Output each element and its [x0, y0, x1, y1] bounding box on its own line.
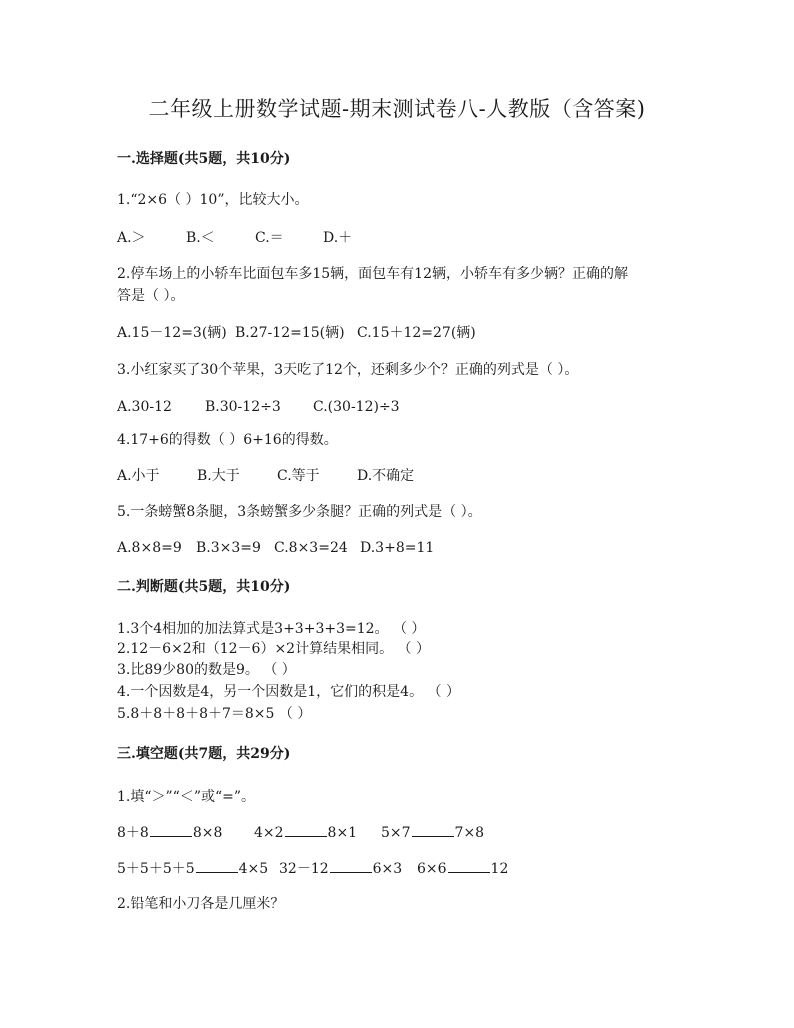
comparison-left: 6×6	[417, 861, 447, 877]
option-c: C.15＋12=27(辆)	[357, 325, 476, 341]
question-text: 2.停车场上的小轿车比面包车多15辆，面包车有12辆，小轿车有多少辆？正确的解	[117, 266, 628, 282]
judgement-item: 3.比89少80的数是9。 （ ）	[117, 662, 296, 678]
question-text: 1.填“＞”“＜”或“=”。	[117, 789, 256, 805]
comparison-item	[417, 860, 508, 878]
question-text: 5.一条螃蟹8条腿，3条螃蟹多少条腿？正确的列式是（ ）。	[117, 504, 482, 520]
comparison-item	[254, 824, 357, 842]
option-c: C.8×3=24	[274, 540, 348, 556]
judgement-item: 2.12－6×2和（12－6）×2计算结果相同。 （ ）	[117, 641, 430, 657]
option-a: A.30-12	[117, 399, 172, 415]
option-b: B.大于	[197, 468, 240, 484]
question-text: 1.“2×6（ ）10”，比较大小。	[117, 192, 309, 208]
option-c: C.(30-12)÷3	[313, 399, 400, 415]
comparison-right: 6×3	[372, 861, 403, 877]
comparison-left: 8＋8	[117, 825, 149, 841]
answer-blank[interactable]	[330, 860, 372, 873]
option-d: D.不确定	[357, 468, 415, 484]
answer-blank[interactable]	[412, 824, 454, 837]
comparison-right: 8×1	[327, 825, 358, 841]
comparison-item	[381, 824, 484, 842]
comparison-item	[279, 860, 402, 878]
comparison-right: 7×8	[454, 825, 485, 841]
comparison-left: 5×7	[381, 825, 411, 841]
comparison-item	[117, 860, 268, 878]
comparison-right: 8×8	[192, 825, 223, 841]
section-heading-fill-in: 三.填空题(共7题，共29分)	[117, 746, 291, 762]
section-heading-choice: 一.选择题(共5题，共10分)	[117, 151, 291, 167]
comparison-left: 4×2	[254, 825, 284, 841]
question-text: 2.铅笔和小刀各是几厘米？	[117, 896, 285, 912]
judgement-item: 1.3个4相加的加法算式是3+3+3+3=12。 （ ）	[117, 621, 426, 637]
answer-blank[interactable]	[196, 860, 238, 873]
answer-blank[interactable]	[448, 860, 490, 873]
comparison-left: 5＋5＋5＋5	[117, 861, 195, 877]
question-text-continued: 答是（ ）。	[117, 288, 185, 304]
answer-blank[interactable]	[150, 824, 192, 837]
option-c: C.等于	[277, 468, 320, 484]
page-title: 二年级上册数学试题-期末测试卷八-人教版（含答案)	[148, 97, 646, 121]
comparison-left: 32－12	[279, 861, 329, 877]
comparison-right: 12	[490, 861, 509, 877]
question-text: 4.17+6的得数（ ）6+16的得数。	[117, 432, 338, 448]
question-text: 3.小红家买了30个苹果，3天吃了12个，还剩多少个？正确的列式是（ ）。	[117, 362, 579, 378]
comparison-item	[117, 824, 222, 842]
section-heading-judgement: 二.判断题(共5题，共10分)	[117, 579, 291, 595]
judgement-item: 5.8＋8＋8＋8＋7＝8×5 （ ）	[117, 706, 312, 722]
option-b: B.27-12=15(辆)	[235, 325, 345, 341]
option-a: A.8×8=9	[117, 540, 182, 556]
option-d: D.3+8=11	[360, 540, 435, 556]
comparison-right: 4×5	[238, 861, 269, 877]
option-d: D.＋	[323, 230, 353, 246]
judgement-item: 4.一个因数是4，另一个因数是1，它们的积是4。 （ ）	[117, 684, 460, 700]
answer-blank[interactable]	[285, 824, 327, 837]
option-b: B.30-12÷3	[205, 399, 281, 415]
option-a: A.小于	[117, 468, 160, 484]
option-b: B.3×3=9	[196, 540, 261, 556]
option-c: C.＝	[255, 230, 284, 246]
option-a: A.＞	[117, 230, 146, 246]
option-a: A.15－12=3(辆)	[117, 325, 227, 341]
option-b: B.＜	[186, 230, 215, 246]
